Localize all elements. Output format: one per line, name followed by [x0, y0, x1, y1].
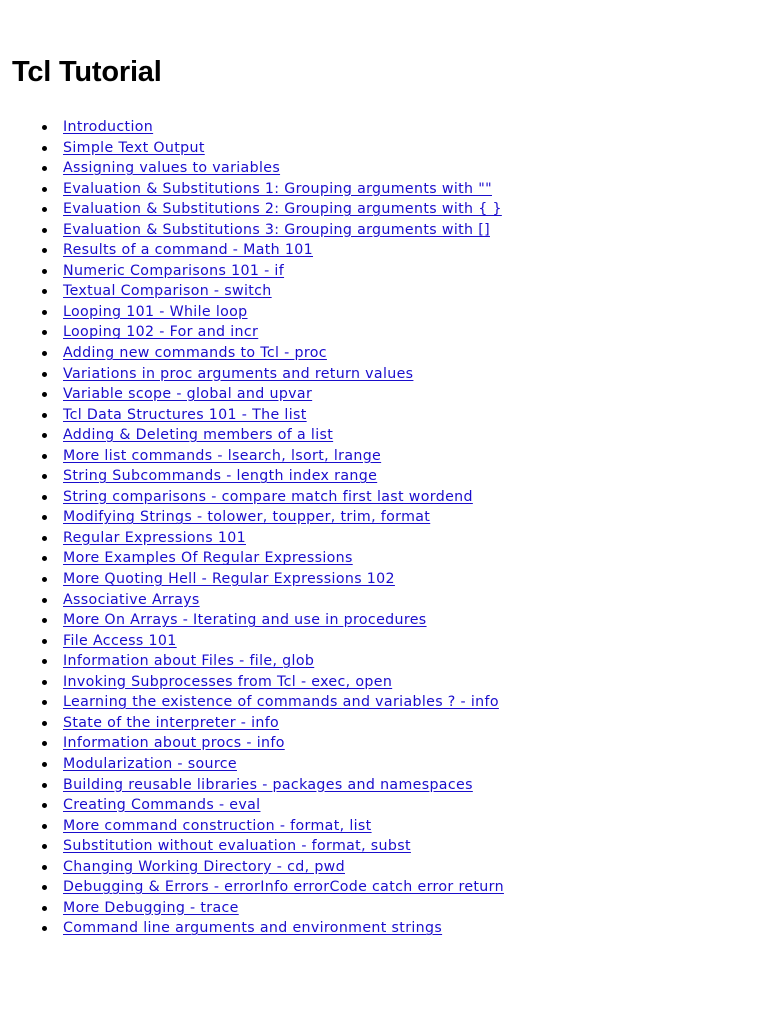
bullet-icon — [42, 885, 47, 890]
toc-link[interactable]: Introduction — [63, 119, 154, 135]
list-item — [0, 917, 768, 938]
list-item — [0, 835, 768, 856]
list-item — [0, 116, 768, 137]
list-item — [0, 712, 768, 733]
list-item — [0, 321, 768, 342]
bullet-icon — [42, 824, 47, 829]
bullet-icon — [42, 844, 47, 849]
list-item — [0, 219, 768, 240]
bullet-icon — [42, 269, 47, 274]
toc-link[interactable]: String comparisons - compare match first last wordend — [63, 488, 473, 505]
toc-link[interactable]: Adding & Deleting members of a list — [63, 427, 334, 444]
bullet-icon — [42, 618, 47, 623]
list-item — [0, 486, 768, 507]
bullet-icon — [42, 207, 47, 212]
bullet-icon — [42, 926, 47, 931]
list-item — [0, 671, 768, 692]
list-item — [0, 404, 768, 425]
list-item — [0, 506, 768, 527]
bullet-icon — [42, 495, 47, 500]
toc-link[interactable]: Looping 101 - While loop — [63, 303, 248, 320]
bullet-icon — [42, 413, 47, 418]
toc-link[interactable]: Variations in proc arguments and return values — [63, 365, 414, 382]
bullet-icon — [42, 146, 47, 151]
toc-link[interactable]: Debugging & Errors - errorInfo errorCode catch error return — [63, 879, 504, 896]
toc-link[interactable]: Simple Text Output — [63, 139, 205, 156]
list-item — [0, 589, 768, 610]
toc-link[interactable]: More Debugging - trace — [63, 899, 239, 916]
toc-link[interactable]: String Subcommands - length index range — [63, 468, 378, 485]
toc-link[interactable]: Changing Working Directory - cd, pwd — [63, 858, 345, 875]
list-item — [0, 178, 768, 199]
list-item — [0, 568, 768, 589]
list-item — [0, 774, 768, 795]
toc-link[interactable]: Evaluation & Substitutions 3: Grouping arguments with [] — [63, 221, 490, 238]
bullet-icon — [42, 187, 47, 192]
bullet-icon — [42, 372, 47, 377]
bullet-icon — [42, 392, 47, 397]
list-item — [0, 445, 768, 466]
toc-link[interactable]: Regular Expressions 101 — [63, 529, 246, 546]
bullet-icon — [42, 577, 47, 582]
toc-link[interactable]: Numeric Comparisons 101 - if — [63, 262, 285, 279]
list-item — [0, 301, 768, 322]
toc-link[interactable]: Substitution without evaluation - format, subst — [63, 838, 411, 855]
list-item — [0, 650, 768, 671]
list-item — [0, 547, 768, 568]
bullet-icon — [42, 228, 47, 233]
bullet-icon — [42, 659, 47, 664]
toc-link[interactable]: Evaluation & Substitutions 2: Grouping arguments with { } — [63, 201, 502, 218]
bullet-icon — [42, 865, 47, 870]
list-item — [0, 465, 768, 486]
toc-link[interactable]: Invoking Subprocesses from Tcl - exec, open — [63, 673, 393, 690]
list-item — [0, 691, 768, 712]
list-item — [0, 856, 768, 877]
bullet-icon — [42, 474, 47, 479]
toc-link[interactable]: More Quoting Hell - Regular Expressions 102 — [63, 571, 395, 588]
toc-link[interactable]: Modularization - source — [63, 755, 237, 772]
list-item — [0, 383, 768, 404]
bullet-icon — [42, 803, 47, 808]
list-item — [0, 876, 768, 897]
bullet-icon — [42, 598, 47, 603]
toc-link[interactable]: Assigning values to variables — [63, 160, 281, 177]
page-title: Tcl Tutorial — [12, 56, 162, 88]
toc-link[interactable]: Associative Arrays — [63, 591, 200, 608]
list-item — [0, 609, 768, 630]
toc-link[interactable]: More command construction - format, list — [63, 817, 372, 834]
toc-link[interactable]: Textual Comparison - switch — [63, 283, 272, 300]
bullet-icon — [42, 741, 47, 746]
toc-link[interactable]: More Examples Of Regular Expressions — [63, 550, 353, 567]
list-item — [0, 137, 768, 158]
bullet-icon — [42, 330, 47, 335]
list-item — [0, 198, 768, 219]
bullet-icon — [42, 289, 47, 294]
list-item — [0, 280, 768, 301]
bullet-icon — [42, 906, 47, 911]
toc-link[interactable]: Learning the existence of commands and variables ? - info — [63, 694, 499, 711]
toc-link[interactable]: Command line arguments and environment strings — [63, 920, 443, 937]
bullet-icon — [42, 454, 47, 459]
toc-link[interactable]: State of the interpreter - info — [63, 714, 280, 731]
bullet-icon — [42, 700, 47, 705]
toc-link[interactable]: Results of a command - Math 101 — [63, 242, 314, 259]
list-item — [0, 363, 768, 384]
list-item — [0, 815, 768, 836]
list-item — [0, 424, 768, 445]
bullet-icon — [42, 721, 47, 726]
toc-link[interactable]: More On Arrays - Iterating and use in procedures — [63, 612, 427, 629]
toc-link[interactable]: File Access 101 — [63, 632, 177, 649]
table-of-contents — [0, 116, 768, 938]
list-item — [0, 794, 768, 815]
bullet-icon — [42, 762, 47, 767]
list-item — [0, 527, 768, 548]
toc-link[interactable]: Evaluation & Substitutions 1: Grouping arguments with "" — [63, 180, 492, 197]
list-item — [0, 753, 768, 774]
list-item — [0, 342, 768, 363]
bullet-icon — [42, 680, 47, 685]
toc-link[interactable]: Variable scope - global and upvar — [63, 386, 313, 403]
bullet-icon — [42, 556, 47, 561]
bullet-icon — [42, 783, 47, 788]
toc-link[interactable]: Information about procs - info — [63, 735, 285, 752]
toc-link[interactable]: Building reusable libraries - packages and namespaces — [63, 776, 473, 793]
bullet-icon — [42, 125, 47, 130]
bullet-icon — [42, 166, 47, 171]
list-item — [0, 732, 768, 753]
toc-link[interactable]: Looping 102 - For and incr — [63, 324, 259, 341]
toc-link[interactable]: Creating Commands - eval — [63, 797, 261, 814]
list-item — [0, 260, 768, 281]
bullet-icon — [42, 351, 47, 356]
bullet-icon — [42, 536, 47, 541]
list-item — [0, 897, 768, 918]
bullet-icon — [42, 433, 47, 438]
bullet-icon — [42, 310, 47, 315]
list-item — [0, 157, 768, 178]
toc-link[interactable]: Information about Files - file, glob — [63, 653, 315, 670]
list-item — [0, 239, 768, 260]
toc-link[interactable]: Modifying Strings - tolower, toupper, trim, format — [63, 509, 431, 526]
bullet-icon — [42, 515, 47, 520]
toc-link[interactable]: More list commands - lsearch, lsort, lrange — [63, 447, 382, 464]
toc-link[interactable]: Adding new commands to Tcl - proc — [63, 345, 327, 362]
list-item — [0, 630, 768, 651]
toc-link[interactable]: Tcl Data Structures 101 - The list — [63, 406, 307, 423]
bullet-icon — [42, 639, 47, 644]
bullet-icon — [42, 248, 47, 253]
